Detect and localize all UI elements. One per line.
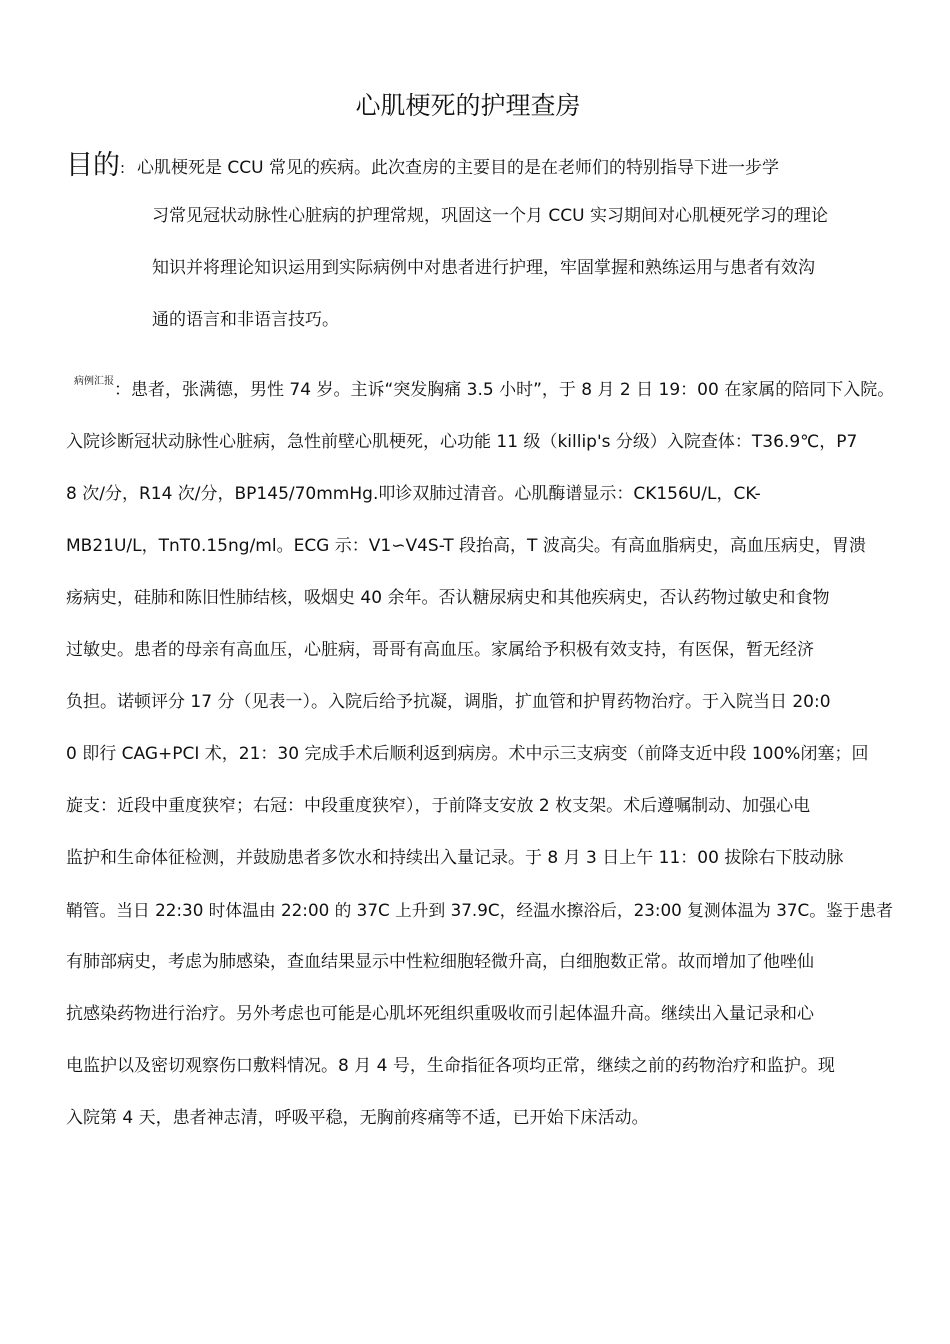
case-line: 入院第 4 天，患者神志清，呼吸平稳，无胸前疼痛等不适，已开始下床活动。 — [66, 1108, 649, 1128]
case-line: 监护和生命体征检测，并鼓励患者多饮水和持续出入量记录。于 8 月 3 日上午 11：00 拔除右下肢动脉 — [66, 848, 844, 868]
case-line: 入院诊断冠状动脉性心脏病，急性前壁心肌梗死，心功能 11 级（killip's 分级）入院查体：T36.9℃，P7 — [66, 432, 858, 452]
case-line: 0 即行 CAG+PCI 术，21：30 完成手术后顺利返到病房。术中示三支病变（前降支近中段 100%闭塞；回 — [66, 744, 869, 764]
case-line: MB21U/L，TnT0.15ng/ml。ECG 示：V1∽V4S-T 段抬高，T 波高尖。有高血脂病史，高血压病史，胃溃 — [66, 536, 866, 556]
purpose-line: 知识并将理论知识运用到实际病例中对患者进行护理，牢固掌握和熟练运用与患者有效沟 — [152, 258, 815, 278]
case-line: ：患者，张满德，男性 74 岁。主诉“突发胸痛 3.5 小时”，于 8 月 2 日 19：00 在家属的陪同下入院。 — [114, 380, 895, 400]
case-report-label: 病例汇报 — [74, 376, 114, 387]
case-line: 电监护以及密切观察伤口敷料情况。8 月 4 号，生命指征各项均正常，继续之前的药物治疗和监护。现 — [66, 1056, 835, 1076]
case-line: 疡病史，硅肺和陈旧性肺结核，吸烟史 40 余年。否认糖尿病史和其他疾病史，否认药物过敏史和食物 — [66, 588, 830, 608]
purpose-heading: 目的 — [66, 150, 120, 181]
purpose-colon: : — [120, 159, 126, 177]
purpose-line: 习常见冠状动脉性心脏病的护理常规，巩固这一个月 CCU 实习期间对心肌梗死学习的理论 — [152, 206, 828, 226]
case-line: 鞘管。当日 22:30 时体温由 22:00 的 37C 上升到 37.9C，经温水擦浴后，23:00 复测体温为 37C。鉴于患者 — [66, 900, 893, 920]
case-line: 负担。诺顿评分 17 分（见表一）。入院后给予抗凝，调脂，扩血管和护胃药物治疗。于入院当日 20:0 — [66, 692, 831, 712]
case-line: 有肺部病史，考虑为肺感染，查血结果显示中性粒细胞轻微升高，白细胞数正常。故而增加了他唑仙 — [66, 952, 814, 972]
case-line: 旋支：近段中重度狭窄；右冠：中段重度狭窄），于前降支安放 2 枚支架。术后遵嘱制动、加强心电 — [66, 796, 811, 816]
document-title: 心肌梗死的护理查房 — [355, 91, 581, 120]
case-line: 过敏史。患者的母亲有高血压，心脏病，哥哥有高血压。家属给予积极有效支持，有医保，暂无经济 — [66, 640, 814, 660]
purpose-line: 通的语言和非语言技巧。 — [152, 310, 339, 330]
case-line: 8 次/分，R14 次/分，BP145/70mmHg.叩诊双肺过清音。心肌酶谱显示：CK156U/L，CK- — [66, 484, 761, 504]
case-line: 抗感染药物进行治疗。另外考虑也可能是心肌坏死组织重吸收而引起体温升高。继续出入量记录和心 — [66, 1004, 814, 1024]
purpose-line: 心肌梗死是 CCU 常见的疾病。此次查房的主要目的是在老师们的特别指导下进一步学 — [137, 158, 779, 178]
